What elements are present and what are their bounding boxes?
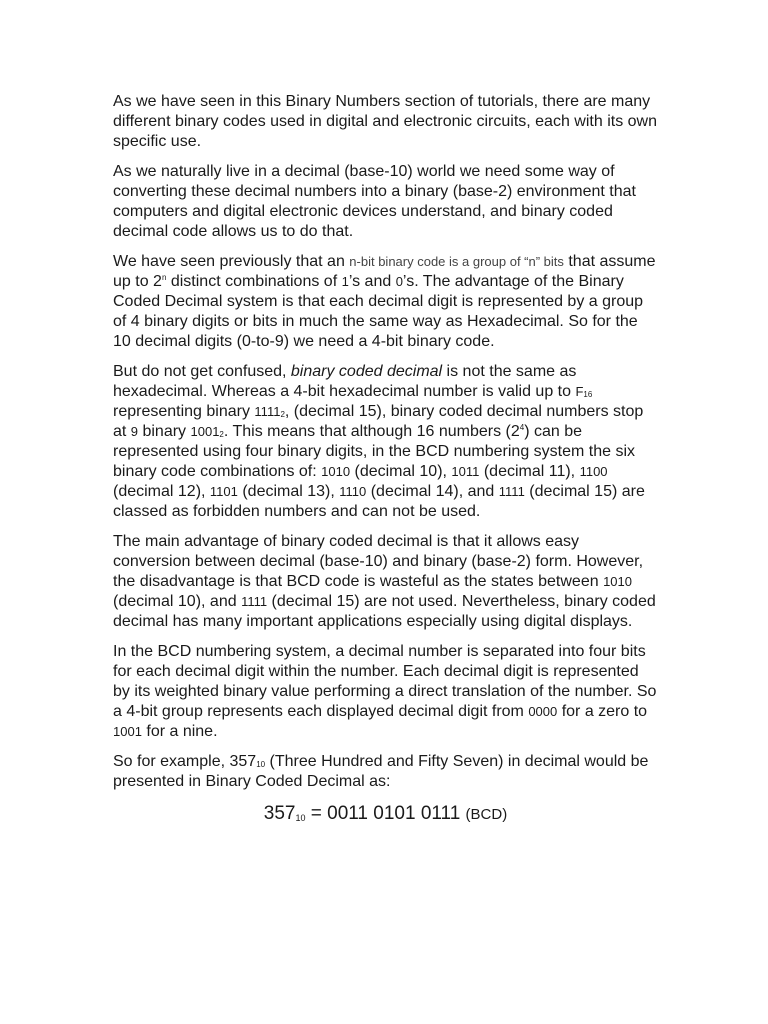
- text-run: that assume up to 2: [113, 253, 656, 290]
- paragraph-decimal-world-text: As we naturally live in a decimal (base-10) world we need some way of converting these decimal numbers into a binary (base-2) environment that computers and digital electronic devices understand, and binary coded decimal code allows us to do that.: [113, 163, 636, 240]
- code-zeros: 0: [395, 274, 403, 289]
- code-1001: 1001: [190, 424, 220, 439]
- text-run: The main advantage of binary coded decimal is that it allows easy conversion between decimal (base-10) and binary (base-2) form. However, the disadvantage is that BCD code is wasteful as the states between: [113, 533, 644, 590]
- code-0000: 0000: [528, 704, 558, 719]
- superscript-n: n: [161, 273, 167, 282]
- code-1100: 1100: [579, 464, 608, 479]
- code-1011: 1011: [451, 464, 480, 479]
- text-run-nbit: n-bit binary code is a group of “n” bits: [349, 254, 564, 269]
- document-body: [113, 92, 658, 837]
- text-run: representing binary: [113, 403, 255, 420]
- text-run: (decimal 11),: [479, 463, 580, 480]
- text-run: distinct combinations of: [166, 273, 342, 290]
- paragraph-bcd-system: [113, 642, 658, 742]
- code-1101: 1101: [209, 484, 238, 499]
- paragraph-n-bit-code: [113, 252, 658, 352]
- text-run: ’s and: [348, 273, 396, 290]
- code-1010: 1010: [603, 574, 632, 589]
- example-binary: = 0011 0101 0111: [305, 803, 466, 824]
- text-run: , (decimal 15), binary coded decimal numbers stop at: [113, 403, 644, 440]
- example-number: 357: [263, 803, 296, 824]
- text-run: (decimal 15) are not used. Nevertheless, binary coded decimal has many important applications especially using digital displays.: [113, 593, 656, 630]
- code-1111: 1111: [498, 484, 525, 499]
- text-run: But do not get confused,: [113, 363, 291, 380]
- code-9: 9: [130, 424, 139, 439]
- code-1010: 1010: [321, 464, 351, 479]
- subscript-10: 10: [256, 760, 266, 769]
- text-run: ) can be represented using four binary digits, in the BCD numbering system the six binary code combinations of:: [113, 423, 636, 480]
- code-1001: 1001: [113, 724, 142, 739]
- text-run: In the BCD numbering system, a decimal number is separated into four bits for each decimal digit within the number. Each decimal digit is represented by its weighted binary value performing a direct translation of the number. So a 4-bit group represents each displayed decimal digit from: [113, 643, 657, 720]
- subscript-2: 2: [280, 410, 285, 419]
- text-run: . This means that although 16 numbers (2: [223, 423, 520, 440]
- text-run: is not the same as hexadecimal. Whereas a 4-bit hexadecimal number is valid up to: [113, 363, 577, 400]
- text-run: We have seen previously that an: [113, 253, 350, 270]
- text-run: So for example, 357: [113, 753, 257, 770]
- superscript-4: 4: [519, 423, 525, 432]
- subscript-2: 2: [219, 430, 224, 439]
- text-run: (decimal 10), and: [113, 593, 242, 610]
- code-ones: 1: [341, 274, 349, 289]
- paragraph-advantage: [113, 532, 658, 632]
- subscript-16: 16: [583, 390, 593, 399]
- text-run: ’s. The advantage of the Binary Coded Decimal system is that each decimal digit is represented by a group of 4 binary digits or bits in much the same way as Hexadecimal. So for the 10 decimal digits (0-to-9) we need a 4-bit binary code.: [113, 273, 644, 350]
- code-f: F: [575, 384, 584, 399]
- text-run: binary: [138, 423, 191, 440]
- text-run: (decimal 10),: [350, 463, 452, 480]
- text-run: (decimal 13),: [237, 483, 340, 500]
- paragraph-decimal-world: [113, 162, 658, 242]
- text-run: for a zero to: [557, 703, 648, 720]
- paragraph-intro: [113, 92, 658, 152]
- paragraph-intro-text: As we have seen in this Binary Numbers section of tutorials, there are many different binary codes used in digital and electronic circuits, each with its own specific use.: [113, 93, 657, 150]
- bcd-example-equation: [113, 802, 658, 827]
- subscript-10: 10: [295, 813, 306, 823]
- text-run: (decimal 14), and: [366, 483, 499, 500]
- text-run: (Three Hundred and Fifty Seven) in decimal would be presented in Binary Coded Decimal as:: [113, 753, 649, 790]
- emphasis-binary-coded-decimal: binary coded decimal: [290, 363, 443, 380]
- paragraph-example-intro: [113, 752, 658, 792]
- text-run: (decimal 15) are classed as forbidden numbers and can not be used.: [113, 483, 645, 520]
- text-run: for a nine.: [141, 723, 218, 740]
- code-1111: 1111: [254, 404, 281, 419]
- paragraph-not-hexadecimal: [113, 362, 658, 522]
- example-bcd-label: (BCD): [465, 806, 508, 823]
- text-run: (decimal 12),: [113, 483, 210, 500]
- code-1111: 1111: [241, 594, 268, 609]
- code-1110: 1110: [339, 484, 367, 499]
